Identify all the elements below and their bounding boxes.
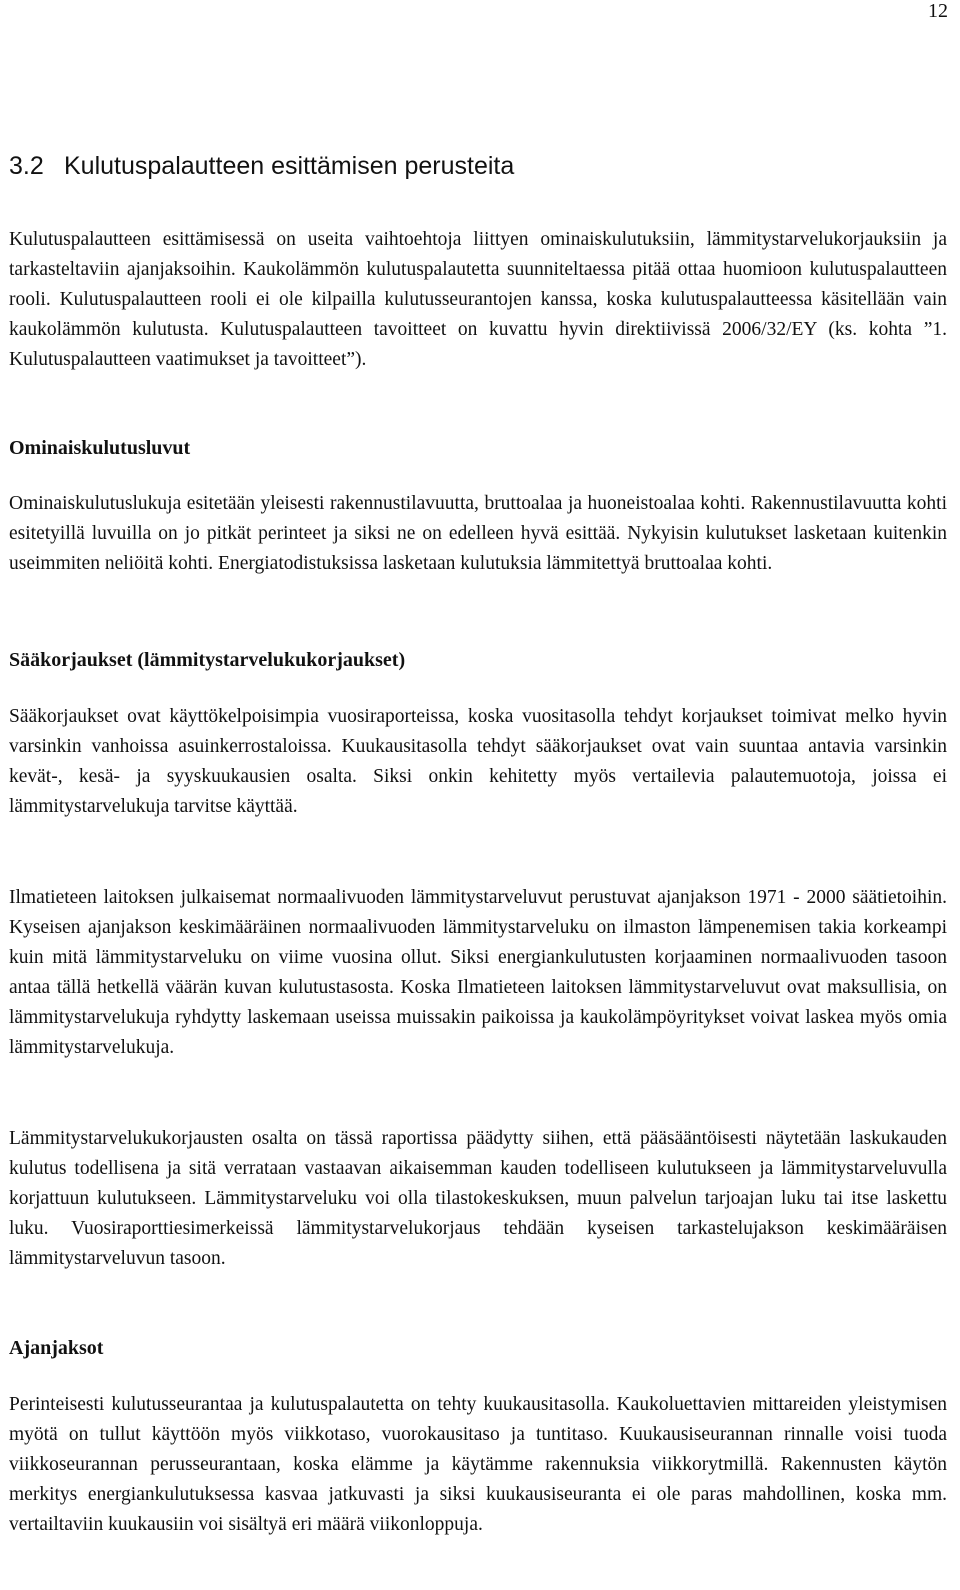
saakorjaukset-paragraph-2: Ilmatieteen laitoksen julkaisemat normaalivuoden lämmitystarveluvut perustuvat ajanjakson 1971 - 2000 säätietoihin. Kyseisen ajanjakson keskimääräinen normaalivuoden lämmitystarveluku on ilmaston lämpenemisen takia korkeampi kuin mitä lämmitystarveluku on viime vuosina ollut. Siksi energiankulutusten korjaaminen normaalivuoden tasoon antaa tällä hetkellä väärän kuvan kulutustasosta. Koska Ilmatieteen laitoksen lämmitystarveluvut ovat maksullisia, on lämmitystarvelukuja ryhdytty laskemaan useissa muissakin paikoissa ja kaukolämpöyritykset voivat laskea myös omia lämmitystarvelukuja. xyxy=(9,887,947,1058)
saakorjaukset-paragraph-1: Sääkorjaukset ovat käyttökelpoisimpia vuosiraporteissa, koska vuositasolla tehdyt korjaukset toimivat melko hyvin varsinkin vanhoissa asuinkerrostaloissa. Kuukausitasolla tehdyt sääkorjaukset ovat vain suuntaa antavia varsinkin kevät-, kesä- ja syyskuukausien osalta. Siksi onkin kehitetty myös vertailevia palautemuotoja, joissa ei lämmitystarvelukuja tarvitse käyttää. xyxy=(9,706,947,817)
saakorjaukset-paragraph-3: Lämmitystarvelukukorjausten osalta on tässä raportissa päädytty siihen, että pääsääntöisesti näytetään laskukauden kulutus todellisena ja sitä verrataan vastaavan aikaisemman kauden todelliseen kulutukseen ja lämmitystarveluvulla korjattuun kulutukseen. Lämmitystarveluku voi olla tilastokeskuksen, muun palvelun tarjoajan luku tai itse laskettu luku. Vuosiraporttiesimerkeissä lämmitystarvelukorjaus tehdään kyseisen tarkastelujakson keskimääräisen lämmitystarveluvun tasoon. xyxy=(9,1128,947,1269)
section-title xyxy=(9,152,514,181)
intro-paragraph: Kulutuspalautteen esittämisessä on useita vaihtoehtoja liittyen ominaiskulutuksiin, lämmitystarvelukorjauksiin ja tarkasteltaviin ajanjaksoihin. Kaukolämmön kulutuspalautetta suunniteltaessa pitää ottaa huomioon kulutuspalautteen rooli. Kulutuspalautteen rooli ei ole kilpailla kulutusseurantojen kanssa, koska kulutuspalautteessa käsitellään vain kaukolämmön kulutusta. Kulutuspalautteen tavoitteet on kuvattu hyvin direktiivissä 2006/32/EY (ks. kohta ”1. Kulutuspalautteen vaatimukset ja tavoitteet”). xyxy=(9,229,947,370)
ajanjaksot-paragraph: Perinteisesti kulutusseurantaa ja kulutuspalautetta on tehty kuukausitasolla. Kaukoluettavien mittareiden yleistymisen myötä on tullut käyttöön myös viikkotaso, vuorokausitaso ja tuntitaso. Kuukausiseurannan rinnalle voisi tuoda viikkoseurannan perusseurantaan, koska elämme ja käytämme rakennuksia viikkorytmillä. Rakennusten käytön merkitys energiankulutuksessa kasvaa jatkuvasti ja siksi kuukausiseuranta ei ole paras mahdollinen, koska mm. vertailtaviin kuukausiin voi sisältyä eri määrä viikonloppuja. xyxy=(9,1394,947,1535)
section-title-text: Kulutuspalautteen esittämisen perusteita xyxy=(64,152,515,180)
page-number: 12 xyxy=(928,0,948,22)
ominaiskulutusluvut-paragraph: Ominaiskulutuslukuja esitetään yleisesti rakennustilavuutta, bruttoalaa ja huoneistoalaa kohti. Rakennustilavuutta kohti esitetyillä luvuilla on jo pitkät perinteet ja siksi ne on edelleen hyvä esittää. Nykyisin kulutukset lasketaan kuitenkin useimmiten neliöitä kohti. Energiatodistuksissa lasketaan kulutuksia lämmitettyä bruttoalaa kohti. xyxy=(9,493,947,574)
ajanjaksot-heading: Ajanjaksot xyxy=(9,1337,104,1359)
ominaiskulutusluvut-heading: Ominaiskulutusluvut xyxy=(9,437,191,459)
saakorjaukset-heading: Sääkorjaukset (lämmitystarvelukukorjaukset) xyxy=(9,649,406,671)
section-number: 3.2 xyxy=(9,152,44,180)
